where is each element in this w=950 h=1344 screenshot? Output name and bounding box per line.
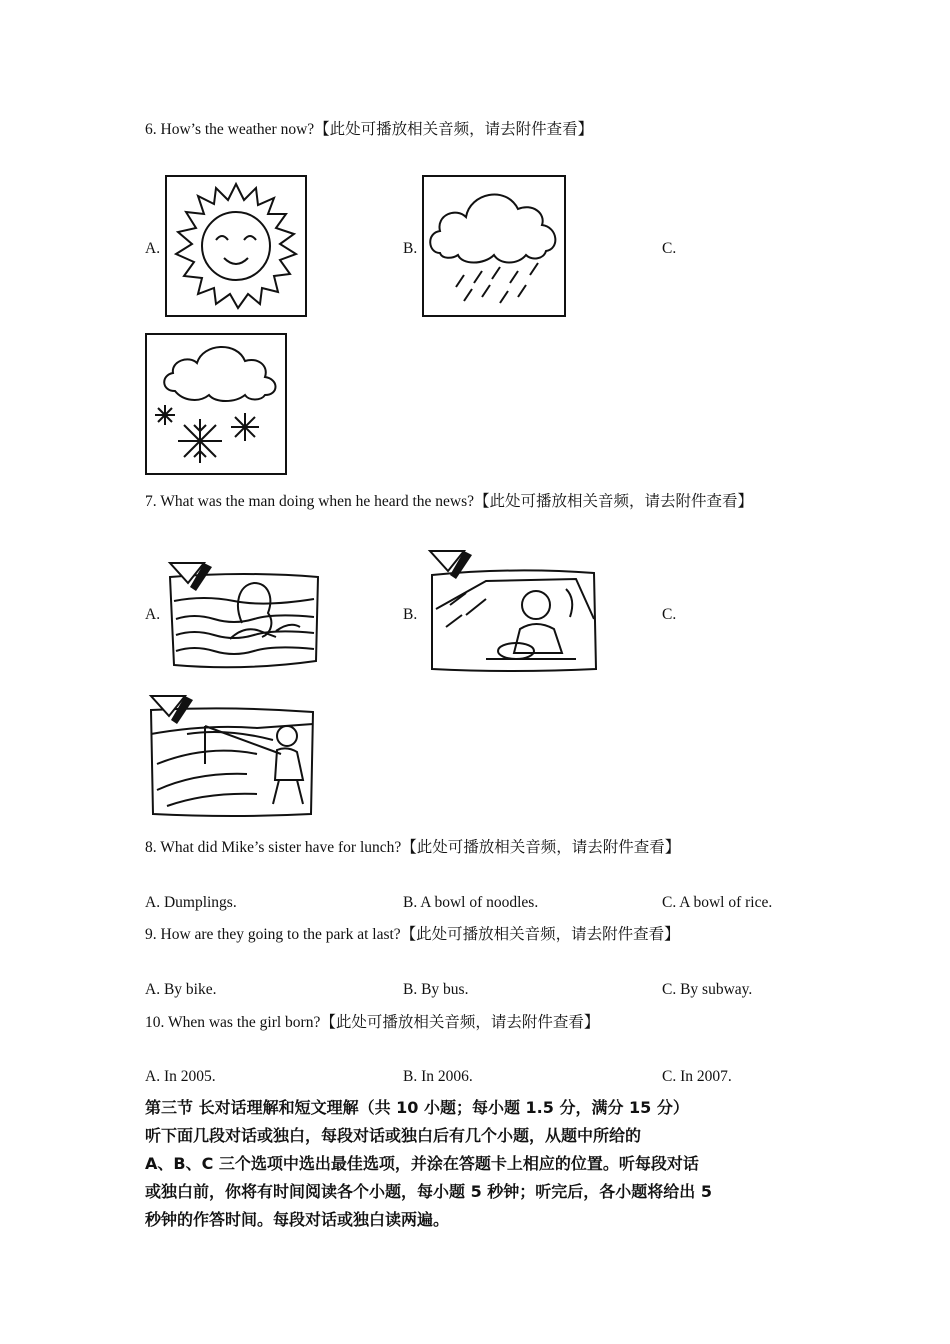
swimming-picture[interactable] [164,561,322,676]
q6-option-b-label: B. [403,240,418,257]
question-9: 9. How are they going to the park at last?【此处可播放相关音频，请去附件查看】 [145,926,680,943]
sun-icon[interactable] [165,175,307,317]
q8-option-b[interactable]: B. A bowl of noodles. [403,894,539,911]
instruction-line: 或独白前，你将有时间阅读各个小题，每小题 5 秒钟；听完后，各小题将给出 5 [145,1182,712,1201]
q9-option-c[interactable]: C. By subway. [662,981,753,998]
section-title: 第三节 长对话理解和短文理解（共 10 小题；每小题 1.5 分，满分 15 分） [145,1098,689,1117]
question-8: 8. What did Mike’s sister have for lunch?【此处可播放相关音频，请去附件查看】 [145,839,681,856]
instruction-line: A、B、C 三个选项中选出最佳选项，并涂在答题卡上相应的位置。听每段对话 [145,1154,699,1173]
q6-option-c-label: C. [662,240,677,257]
question-6: 6. How’s the weather now?【此处可播放相关音频，请去附件查看】 [145,121,594,138]
q7-option-b-label: B. [403,606,418,623]
q7-option-a-label: A. [145,606,161,623]
q10-option-b[interactable]: B. In 2006. [403,1068,473,1085]
rain-cloud-icon[interactable] [422,175,566,317]
question-10: 10. When was the girl born?【此处可播放相关音频，请去附件查看】 [145,1014,600,1031]
q8-option-a[interactable]: A. Dumplings. [145,894,237,911]
fishing-picture[interactable] [147,694,317,820]
question-7: 7. What was the man doing when he heard the news?【此处可播放相关音频，请去附件查看】 [145,493,753,510]
q9-option-a[interactable]: A. By bike. [145,981,217,998]
q8-option-c[interactable]: C. A bowl of rice. [662,894,773,911]
q10-option-c[interactable]: C. In 2007. [662,1068,732,1085]
q9-option-b[interactable]: B. By bus. [403,981,469,998]
section-3-instructions [145,1094,825,1234]
q7-option-c-label: C. [662,606,677,623]
instruction-line: 听下面几段对话或独白，每段对话或独白后有几个小题，从题中所给的 [145,1126,642,1145]
instruction-line: 秒钟的作答时间。每段对话或独白读两遍。 [145,1210,450,1229]
driving-picture[interactable] [426,549,598,675]
q10-option-a[interactable]: A. In 2005. [145,1068,216,1085]
q6-option-a-label: A. [145,240,161,257]
snow-cloud-icon[interactable] [145,333,287,475]
